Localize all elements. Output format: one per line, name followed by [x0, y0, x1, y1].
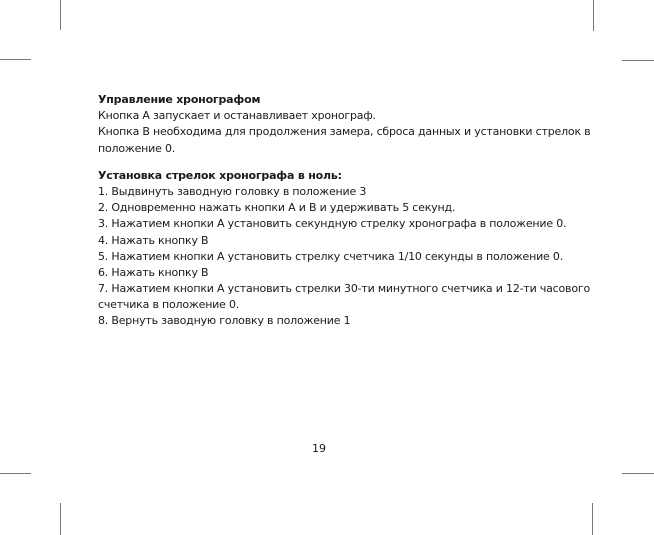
crop-mark-top-left-horizontal [0, 59, 31, 60]
text-line: счетчика в положение 0. [98, 298, 240, 312]
block-heading: Управление хронографом [98, 93, 261, 106]
crop-mark-top-right-vertical [593, 0, 594, 31]
text-line: положение 0. [98, 141, 176, 155]
text-line: 5. Нажатием кнопки А установить стрелку счетчика 1/10 секунды в положение 0. [98, 249, 564, 263]
text-block [98, 92, 590, 157]
text-line: 8. Вернуть заводную головку в положение 1 [98, 314, 351, 328]
crop-mark-top-left-vertical [60, 0, 61, 30]
text-block [98, 168, 590, 330]
text-line: Кнопка А запускает и останавливает хронограф. [98, 109, 376, 123]
text-line: 4. Нажать кнопку В [98, 233, 209, 247]
text-line: 3. Нажатием кнопки А установить секундную стрелку хронографа в положение 0. [98, 217, 567, 231]
crop-mark-top-right-horizontal [622, 60, 654, 61]
block-heading: Установка стрелок хронографа в ноль: [98, 168, 342, 182]
page-number: 19 [312, 442, 326, 455]
document-content [98, 92, 590, 330]
crop-mark-bottom-left-vertical [60, 503, 61, 535]
crop-mark-bottom-right-horizontal [622, 473, 654, 474]
text-line: 2. Одновременно нажать кнопки А и В и удерживать 5 секунд. [98, 201, 456, 215]
text-line: 7. Нажатием кнопки А установить стрелки 30-ти минутного счетчика и 12-ти часового [98, 282, 590, 296]
crop-mark-bottom-left-horizontal [0, 473, 31, 474]
crop-mark-bottom-right-vertical [592, 503, 593, 535]
text-line: Кнопка В необходима для продолжения замера, сброса данных и установки стрелок в [98, 125, 591, 139]
text-line: 6. Нажать кнопку В [98, 265, 209, 279]
text-line: 1. Выдвинуть заводную головку в положение 3 [98, 184, 367, 198]
